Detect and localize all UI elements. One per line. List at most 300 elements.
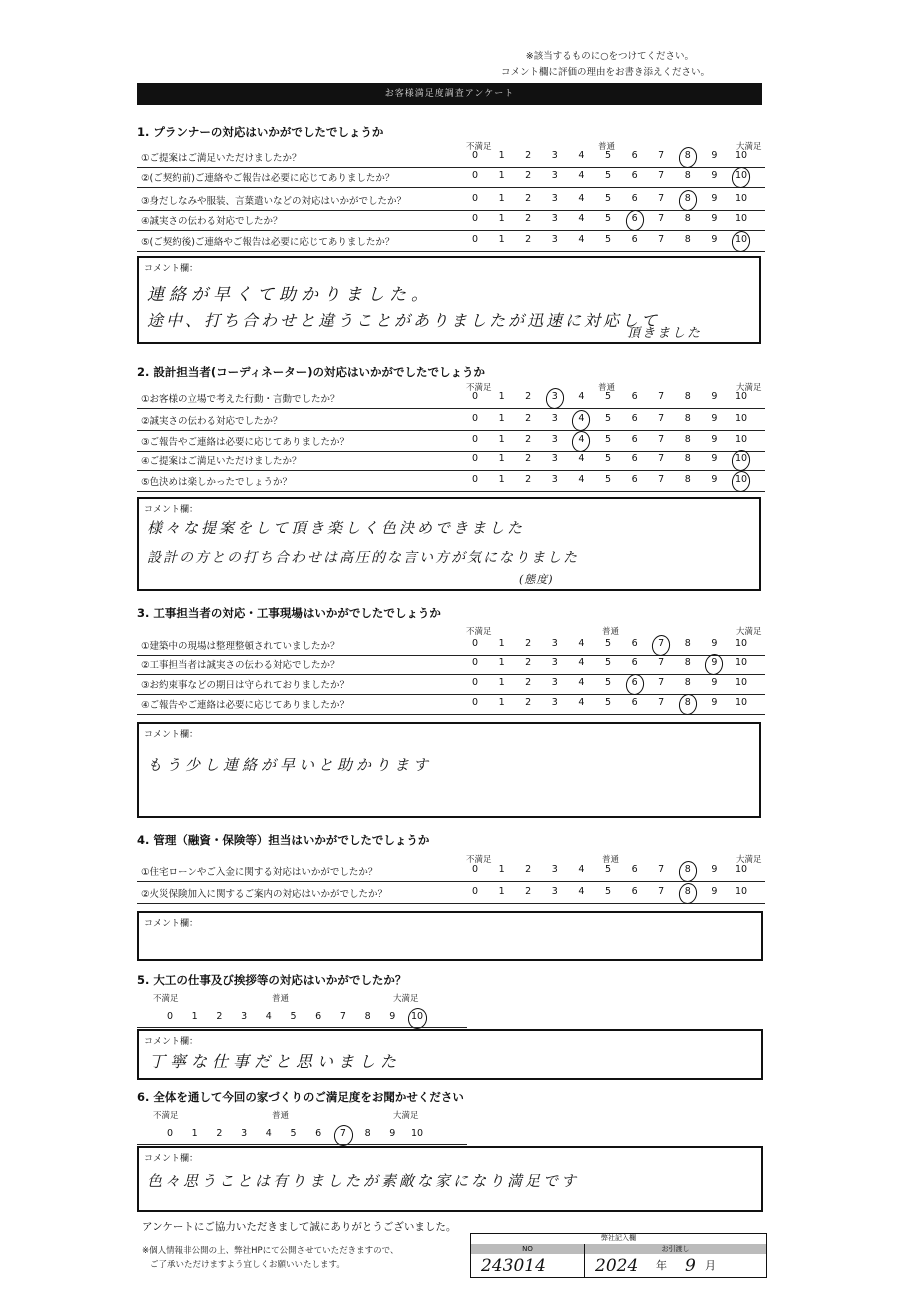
rating-option[interactable]: 7	[658, 886, 665, 897]
rating-option[interactable]: 5	[604, 864, 612, 875]
comment-box-5[interactable]	[137, 1029, 763, 1080]
rating-scale[interactable]	[465, 413, 765, 427]
rating-option[interactable]: 8	[684, 391, 691, 402]
rating-option[interactable]: 0	[471, 193, 479, 204]
divider	[137, 1144, 467, 1145]
rating-option[interactable]: 0	[471, 434, 479, 445]
rating-option[interactable]: 0	[166, 1011, 174, 1022]
rating-option[interactable]: 0	[471, 638, 479, 649]
rating-option[interactable]: 7	[658, 697, 665, 708]
rating-scale[interactable]	[465, 170, 765, 184]
rating-option[interactable]: 6	[631, 657, 638, 668]
question-text: ①お客様の立場で考えた行動・言動でしたか？	[141, 394, 340, 405]
rating-option[interactable]: 3	[241, 1128, 248, 1139]
rating-option[interactable]: 10	[734, 864, 748, 875]
rating-option[interactable]: 6	[631, 234, 638, 245]
comment-box-3[interactable]	[137, 722, 761, 818]
rating-option[interactable]: 4	[578, 391, 585, 402]
thanks-message: アンケートにご協力いただきまして誠にありがとうございました。	[142, 1221, 457, 1233]
rating-option[interactable]: 2	[525, 150, 532, 161]
rating-option[interactable]: 2	[525, 657, 532, 668]
rating-option[interactable]: 10	[734, 391, 748, 402]
question-text: ③身だしなみや服装、言葉遣いなどの対応はいかがでしたか？	[141, 196, 407, 207]
comment-box-1[interactable]	[137, 256, 761, 344]
scale-low-label: 不満足	[466, 142, 492, 152]
rating-option[interactable]: 3	[551, 150, 558, 161]
rating-option[interactable]: 9	[711, 864, 718, 875]
rating-option[interactable]: 3	[551, 453, 558, 464]
rating-scale[interactable]	[465, 193, 765, 207]
rating-option[interactable]: 1	[498, 413, 505, 424]
rating-option[interactable]: 3	[551, 657, 558, 668]
rating-option[interactable]: 4	[571, 413, 591, 424]
rating-option[interactable]: 9	[711, 434, 718, 445]
rating-option[interactable]: 1	[498, 864, 505, 875]
rating-option[interactable]: 7	[658, 234, 665, 245]
rating-option[interactable]: 5	[604, 413, 612, 424]
question-text: ②火災保険加入に関するご案内の対応はいかがでしたか？	[141, 889, 388, 900]
rating-option[interactable]: 3	[551, 638, 558, 649]
rating-option[interactable]: 3	[551, 474, 558, 485]
question-text: ①ご提案はご満足いただけましたか？	[141, 153, 302, 164]
question-row	[137, 862, 765, 882]
rating-option[interactable]: 0	[471, 413, 479, 424]
rating-option[interactable]: 8	[678, 193, 698, 204]
rating-option[interactable]: 6	[625, 677, 645, 688]
rating-option[interactable]: 9	[711, 150, 718, 161]
rating-option[interactable]: 6	[315, 1128, 322, 1139]
rating-option[interactable]: 8	[684, 170, 691, 181]
rating-option[interactable]: 2	[525, 193, 532, 204]
rating-option[interactable]: 9	[711, 213, 718, 224]
rating-option[interactable]: 3	[545, 391, 565, 402]
rating-option[interactable]: 9	[711, 697, 718, 708]
rating-option[interactable]: 0	[471, 864, 479, 875]
scale-high-label: 大満足	[736, 383, 762, 393]
rating-option[interactable]: 1	[191, 1128, 198, 1139]
rating-option[interactable]: 1	[498, 234, 505, 245]
rating-option[interactable]: 1	[498, 638, 505, 649]
rating-option[interactable]: 1	[498, 193, 505, 204]
rating-option[interactable]: 1	[498, 150, 505, 161]
scale-low-label: 不満足	[466, 627, 492, 637]
rating-option[interactable]: 7	[658, 391, 665, 402]
rating-option[interactable]: 6	[315, 1011, 322, 1022]
divider	[584, 1244, 585, 1278]
rating-option[interactable]: 5	[604, 434, 612, 445]
rating-option[interactable]: 6	[631, 150, 638, 161]
rating-option[interactable]: 1	[498, 434, 505, 445]
question-row	[137, 191, 765, 211]
rating-option[interactable]: 1	[498, 697, 505, 708]
rating-option[interactable]: 9	[711, 474, 718, 485]
rating-scale[interactable]	[465, 697, 765, 711]
rating-scale[interactable]	[465, 213, 765, 227]
question-row	[137, 411, 765, 431]
rating-option[interactable]: 0	[471, 886, 479, 897]
scale-mid-label: 普通	[272, 1111, 290, 1121]
question-text: ④誠実さの伝わる対応でしたか？	[141, 216, 283, 227]
no-value: 243014	[481, 1256, 546, 1276]
rating-option[interactable]: 3	[551, 170, 558, 181]
rating-option[interactable]: 9	[711, 193, 718, 204]
question-row	[137, 389, 765, 409]
rating-option[interactable]: 7	[333, 1128, 353, 1139]
rating-scale[interactable]	[465, 886, 765, 900]
question-row	[137, 211, 765, 231]
rating-option[interactable]: 8	[684, 434, 691, 445]
rating-option[interactable]: 2	[525, 453, 532, 464]
question-row	[137, 432, 765, 452]
rating-option[interactable]: 1	[498, 170, 505, 181]
survey-title: お客様満足度調査アンケート	[137, 83, 762, 105]
rating-option[interactable]: 9	[389, 1011, 396, 1022]
month-value: 9	[685, 1256, 696, 1276]
rating-option[interactable]: 7	[658, 413, 665, 424]
scale-mid-label: 普通	[602, 627, 620, 637]
rating-option[interactable]: 2	[216, 1128, 223, 1139]
rating-option[interactable]: 6	[631, 170, 638, 181]
rating-option[interactable]: 4	[578, 677, 585, 688]
rating-option[interactable]: 2	[525, 638, 532, 649]
rating-option[interactable]: 5	[604, 150, 612, 161]
rating-option[interactable]: 10	[731, 234, 751, 245]
question-row	[137, 451, 765, 471]
rating-option[interactable]: 1	[498, 213, 505, 224]
rating-scale[interactable]	[465, 864, 765, 878]
rating-option[interactable]: 5	[604, 697, 612, 708]
comment-text: 設計の方との打ち合わせは高圧的な言い方が気になりました	[147, 550, 579, 566]
rating-option[interactable]: 10	[734, 657, 748, 668]
rating-option[interactable]: 3	[241, 1011, 248, 1022]
rating-option[interactable]: 7	[658, 474, 665, 485]
rating-scale[interactable]	[465, 391, 765, 405]
rating-option[interactable]: 8	[678, 697, 698, 708]
section-1-title: 1. プランナーの対応はいかがでしたでしょうか	[137, 125, 384, 139]
scale-mid-label: 普通	[272, 994, 290, 1004]
rating-option[interactable]: 9	[711, 234, 718, 245]
rating-option[interactable]: 10	[410, 1128, 424, 1139]
rating-option[interactable]: 4	[578, 213, 585, 224]
scale-mid-label: 普通	[598, 142, 616, 152]
rating-option[interactable]: 4	[265, 1128, 272, 1139]
divider	[137, 1027, 467, 1028]
comment-label: コメント欄：	[144, 264, 199, 274]
rating-option[interactable]: 5	[604, 638, 612, 649]
rating-option[interactable]: 7	[658, 677, 665, 688]
question-text: ①建築中の現場は整理整頓されていましたか？	[141, 641, 340, 652]
rating-option[interactable]: 9	[711, 638, 718, 649]
privacy-note: ※個人情報非公開の上、弊社HPにて公開させていただきますので、	[142, 1246, 399, 1256]
rating-option[interactable]: 2	[216, 1011, 223, 1022]
rating-option[interactable]: 10	[407, 1011, 427, 1022]
rating-option[interactable]: 10	[731, 453, 751, 464]
rating-option[interactable]: 4	[265, 1011, 272, 1022]
rating-option[interactable]: 0	[166, 1128, 174, 1139]
rating-scale[interactable]	[465, 474, 765, 488]
rating-option[interactable]: 5	[604, 657, 612, 668]
rating-option[interactable]: 5	[604, 474, 612, 485]
rating-option[interactable]: 6	[631, 193, 638, 204]
rating-option[interactable]: 5	[604, 213, 612, 224]
rating-option[interactable]: 1	[498, 886, 505, 897]
rating-option[interactable]: 4	[578, 150, 585, 161]
rating-option[interactable]: 5	[290, 1011, 297, 1022]
question-text: ③お約束事などの期日は守られておりましたか？	[141, 680, 350, 691]
rating-option[interactable]: 10	[734, 150, 748, 161]
rating-option[interactable]: 7	[339, 1011, 346, 1022]
rating-scale-6[interactable]	[166, 1128, 430, 1142]
rating-option[interactable]: 4	[578, 864, 585, 875]
rating-option[interactable]: 0	[471, 697, 479, 708]
question-row	[137, 636, 765, 656]
section-3-title: 3. 工事担当者の対応・工事現場はいかがでしたでしょうか	[137, 606, 441, 620]
comment-label: コメント欄：	[144, 1037, 199, 1047]
rating-option[interactable]: 2	[525, 170, 532, 181]
rating-scale[interactable]	[465, 150, 765, 164]
rating-option[interactable]: 7	[658, 193, 665, 204]
rating-option[interactable]: 0	[471, 234, 479, 245]
rating-option[interactable]: 2	[525, 886, 532, 897]
rating-option[interactable]: 2	[525, 213, 532, 224]
rating-option[interactable]: 1	[498, 677, 505, 688]
rating-option[interactable]: 9	[711, 886, 718, 897]
section-5-title: 5. 大工の仕事及び挨拶等の対応はいかがでしたか？	[137, 973, 407, 987]
comment-label: コメント欄：	[144, 730, 199, 740]
rating-option[interactable]: 10	[734, 677, 748, 688]
rating-option[interactable]: 4	[578, 697, 585, 708]
rating-option[interactable]: 6	[631, 391, 638, 402]
rating-option[interactable]: 0	[471, 453, 479, 464]
instruction-note: ※該当するものに○をつけてください。	[525, 51, 694, 62]
rating-option[interactable]: 8	[684, 657, 691, 668]
rating-option[interactable]: 10	[731, 170, 751, 181]
question-text: ②(ご契約前)ご連絡やご報告は必要に応じてありましたか？	[141, 173, 395, 184]
rating-option[interactable]: 5	[604, 886, 612, 897]
rating-option[interactable]: 2	[525, 677, 532, 688]
rating-option[interactable]: 2	[525, 234, 532, 245]
rating-scale[interactable]	[465, 638, 765, 652]
rating-option[interactable]: 10	[734, 886, 748, 897]
rating-option[interactable]: 2	[525, 391, 532, 402]
rating-scale[interactable]	[465, 434, 765, 448]
scale-high-label: 大満足	[393, 994, 419, 1004]
rating-option[interactable]: 4	[571, 434, 591, 445]
rating-option[interactable]: 5	[604, 170, 612, 181]
rating-option[interactable]: 6	[631, 638, 638, 649]
comment-box-2[interactable]	[137, 497, 761, 591]
rating-option[interactable]: 6	[631, 413, 638, 424]
scale-low-label: 不満足	[153, 1111, 179, 1121]
rating-option[interactable]: 6	[625, 213, 645, 224]
rating-option[interactable]: 4	[578, 657, 585, 668]
year-value: 2024	[595, 1256, 639, 1276]
rating-option[interactable]: 3	[551, 886, 558, 897]
rating-option[interactable]: 0	[471, 391, 479, 402]
rating-option[interactable]: 10	[734, 193, 748, 204]
rating-option[interactable]: 7	[658, 213, 665, 224]
rating-option[interactable]: 8	[678, 150, 698, 161]
rating-option[interactable]: 8	[678, 886, 698, 897]
rating-option[interactable]: 4	[578, 638, 585, 649]
rating-option[interactable]: 1	[498, 474, 505, 485]
rating-option[interactable]: 8	[684, 474, 691, 485]
section-2-title: 2. 設計担当者(コーディネーター)の対応はいかがでしたでしょうか	[137, 365, 485, 379]
rating-option[interactable]: 10	[734, 697, 748, 708]
rating-option[interactable]: 6	[631, 864, 638, 875]
rating-option[interactable]: 0	[471, 657, 479, 668]
rating-option[interactable]: 5	[604, 391, 612, 402]
rating-option[interactable]: 6	[631, 886, 638, 897]
rating-option[interactable]: 5	[604, 193, 612, 204]
comment-text: もう少し連絡が早いと助かります	[147, 756, 433, 774]
question-text: ②工事担当者は誠実さの伝わる対応でしたか？	[141, 660, 340, 671]
rating-option[interactable]: 4	[578, 170, 585, 181]
rating-option[interactable]: 9	[711, 677, 718, 688]
rating-option[interactable]: 8	[364, 1128, 371, 1139]
rating-option[interactable]: 8	[684, 638, 691, 649]
handover-label: お引渡し	[585, 1244, 766, 1254]
rating-option[interactable]: 10	[734, 638, 748, 649]
rating-option[interactable]: 6	[631, 434, 638, 445]
question-row	[137, 695, 765, 715]
rating-option[interactable]: 10	[731, 474, 751, 485]
rating-option[interactable]: 4	[578, 886, 585, 897]
question-row	[137, 675, 765, 695]
rating-option[interactable]: 6	[631, 453, 638, 464]
rating-scale[interactable]	[465, 677, 765, 691]
rating-option[interactable]: 0	[471, 150, 479, 161]
year-unit: 年	[656, 1259, 667, 1272]
rating-option[interactable]: 9	[704, 657, 724, 668]
rating-option[interactable]: 5	[604, 234, 612, 245]
scale-low-label: 不満足	[153, 994, 179, 1004]
rating-option[interactable]: 7	[658, 864, 665, 875]
comment-box-6[interactable]	[137, 1146, 763, 1212]
rating-option[interactable]: 3	[551, 413, 558, 424]
rating-scale[interactable]	[465, 453, 765, 467]
scale-low-label: 不満足	[466, 855, 492, 865]
rating-option[interactable]: 10	[734, 213, 748, 224]
question-row	[137, 232, 765, 252]
rating-option[interactable]: 0	[471, 677, 479, 688]
rating-option[interactable]: 8	[678, 864, 698, 875]
rating-option[interactable]: 10	[734, 413, 748, 424]
rating-option[interactable]: 2	[525, 864, 532, 875]
rating-option[interactable]: 5	[290, 1128, 297, 1139]
rating-option[interactable]: 8	[684, 677, 691, 688]
scale-high-label: 大満足	[736, 142, 762, 152]
rating-option[interactable]: 7	[651, 638, 671, 649]
comment-label: コメント欄：	[144, 1154, 199, 1164]
rating-option[interactable]: 8	[684, 234, 691, 245]
scale-mid-label: 普通	[598, 383, 616, 393]
rating-option[interactable]: 1	[498, 657, 505, 668]
rating-option[interactable]: 4	[578, 234, 585, 245]
rating-option[interactable]: 2	[525, 474, 532, 485]
rating-option[interactable]: 7	[658, 453, 665, 464]
question-row	[137, 655, 765, 675]
rating-option[interactable]: 0	[471, 213, 479, 224]
comment-box-4[interactable]	[137, 911, 763, 961]
rating-option[interactable]: 7	[658, 150, 665, 161]
rating-option[interactable]: 0	[471, 474, 479, 485]
question-text: ③ご報告やご連絡は必要に応じてありましたか？	[141, 437, 350, 448]
rating-option[interactable]: 7	[658, 657, 665, 668]
rating-option[interactable]: 8	[684, 413, 691, 424]
rating-option[interactable]: 3	[551, 434, 558, 445]
rating-option[interactable]: 2	[525, 697, 532, 708]
rating-option[interactable]: 9	[389, 1128, 396, 1139]
no-label: NO	[471, 1244, 584, 1254]
rating-option[interactable]: 4	[578, 453, 585, 464]
rating-option[interactable]: 2	[525, 434, 532, 445]
rating-option[interactable]: 6	[631, 474, 638, 485]
scale-low-label: 不満足	[466, 383, 492, 393]
rating-option[interactable]: 5	[604, 677, 612, 688]
rating-option[interactable]: 1	[498, 391, 505, 402]
rating-option[interactable]: 6	[631, 697, 638, 708]
comment-text: 丁寧な仕事だと思いました	[149, 1052, 402, 1071]
comment-text: 途中、打ち合わせと違うことがありましたが迅速に対応して	[147, 311, 661, 330]
question-row	[137, 168, 765, 188]
rating-option[interactable]: 9	[711, 413, 718, 424]
rating-option[interactable]: 3	[551, 193, 558, 204]
rating-option[interactable]: 1	[191, 1011, 198, 1022]
rating-option[interactable]: 3	[551, 677, 558, 688]
rating-option[interactable]: 2	[525, 413, 532, 424]
rating-option[interactable]: 10	[734, 434, 748, 445]
rating-option[interactable]: 8	[684, 213, 691, 224]
rating-option[interactable]: 3	[551, 864, 558, 875]
rating-option[interactable]: 7	[658, 434, 665, 445]
question-text: ⑤(ご契約後)ご連絡やご報告は必要に応じてありましたか？	[141, 237, 395, 248]
rating-option[interactable]: 0	[471, 170, 479, 181]
rating-option[interactable]: 9	[711, 391, 718, 402]
question-text: ②誠実さの伝わる対応でしたか？	[141, 416, 283, 427]
rating-scale[interactable]	[465, 234, 765, 248]
rating-option[interactable]: 7	[658, 170, 665, 181]
rating-option[interactable]: 8	[364, 1011, 371, 1022]
rating-option[interactable]: 4	[578, 193, 585, 204]
comment-text: 連絡が早くて助かりました。	[147, 285, 433, 305]
section-6-title: 6. 全体を通して今回の家づくりのご満足度をお聞かせください	[137, 1090, 464, 1104]
question-row	[137, 148, 765, 168]
question-row	[137, 884, 765, 904]
comment-text: 様々な提案をして頂き楽しく色決めできました	[147, 519, 526, 537]
rating-option[interactable]: 1	[498, 453, 505, 464]
scale-high-label: 大満足	[393, 1111, 419, 1121]
rating-option[interactable]: 9	[711, 170, 718, 181]
rating-option[interactable]: 9	[711, 453, 718, 464]
question-text: ④ご報告やご連絡は必要に応じてありましたか？	[141, 700, 350, 711]
privacy-note: ご了承いただけますよう宜しくお願いいたします。	[150, 1260, 345, 1270]
rating-scale[interactable]	[465, 657, 765, 671]
rating-option[interactable]: 3	[551, 234, 558, 245]
rating-scale-5[interactable]	[166, 1011, 430, 1025]
section-4-title: 4. 管理（融資・保険等）担当はいかがでしたでしょうか	[137, 833, 430, 847]
scale-mid-label: 普通	[602, 855, 620, 865]
rating-option[interactable]: 8	[684, 453, 691, 464]
rating-option[interactable]: 4	[578, 474, 585, 485]
rating-option[interactable]: 3	[551, 213, 558, 224]
rating-option[interactable]: 3	[551, 697, 558, 708]
rating-option[interactable]: 5	[604, 453, 612, 464]
scale-high-label: 大満足	[736, 855, 762, 865]
comment-label: コメント欄：	[144, 919, 199, 929]
office-use-label: 弊社記入欄	[601, 1234, 636, 1242]
question-row	[137, 472, 765, 492]
